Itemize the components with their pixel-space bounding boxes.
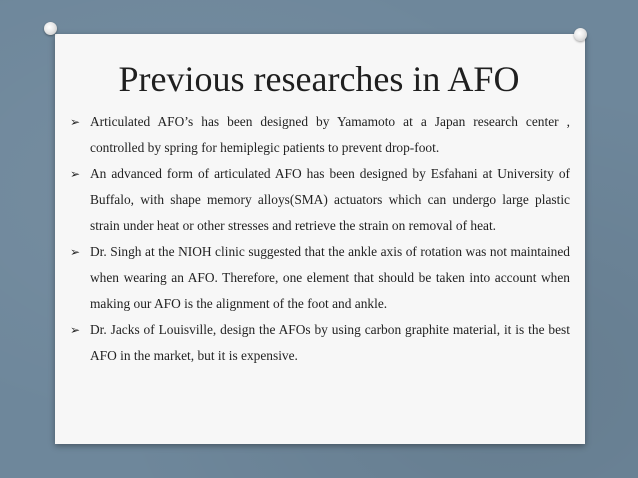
bullet-item: [70, 109, 570, 161]
bullet-text: Articulated AFO’s has been designed by Yamamoto at a Japan research center , controlled by spring for hemiplegic patients to prevent drop-foot.: [90, 114, 570, 155]
pin-icon: [44, 22, 57, 35]
bullet-text: Dr. Singh at the NIOH clinic suggested that the ankle axis of rotation was not maintained when wearing an AFO. Therefore, one element that should be taken into account when making our AFO is the alignment of the foot and ankle.: [90, 244, 570, 311]
arrowhead-bullet-icon: ➢: [70, 245, 81, 259]
bullet-item: [70, 239, 570, 317]
pin-icon: [574, 28, 587, 41]
bullet-item: [70, 317, 570, 369]
bullet-item: [70, 161, 570, 239]
bullet-list: [70, 109, 570, 369]
bullet-text: An advanced form of articulated AFO has been designed by Esfahani at University of Buffalo, with shape memory alloys(SMA) actuators which can undergo large plastic strain under heat or other stresses and retrieve the strain on removal of heat.: [90, 166, 570, 233]
slide-title: Previous researches in AFO: [118, 59, 520, 99]
bullet-text: Dr. Jacks of Louisville, design the AFOs by using carbon graphite material, it is the best AFO in the market, but it is expensive.: [90, 322, 570, 363]
arrowhead-bullet-icon: ➢: [70, 115, 81, 129]
arrowhead-bullet-icon: ➢: [70, 167, 81, 181]
arrowhead-bullet-icon: ➢: [70, 323, 81, 337]
